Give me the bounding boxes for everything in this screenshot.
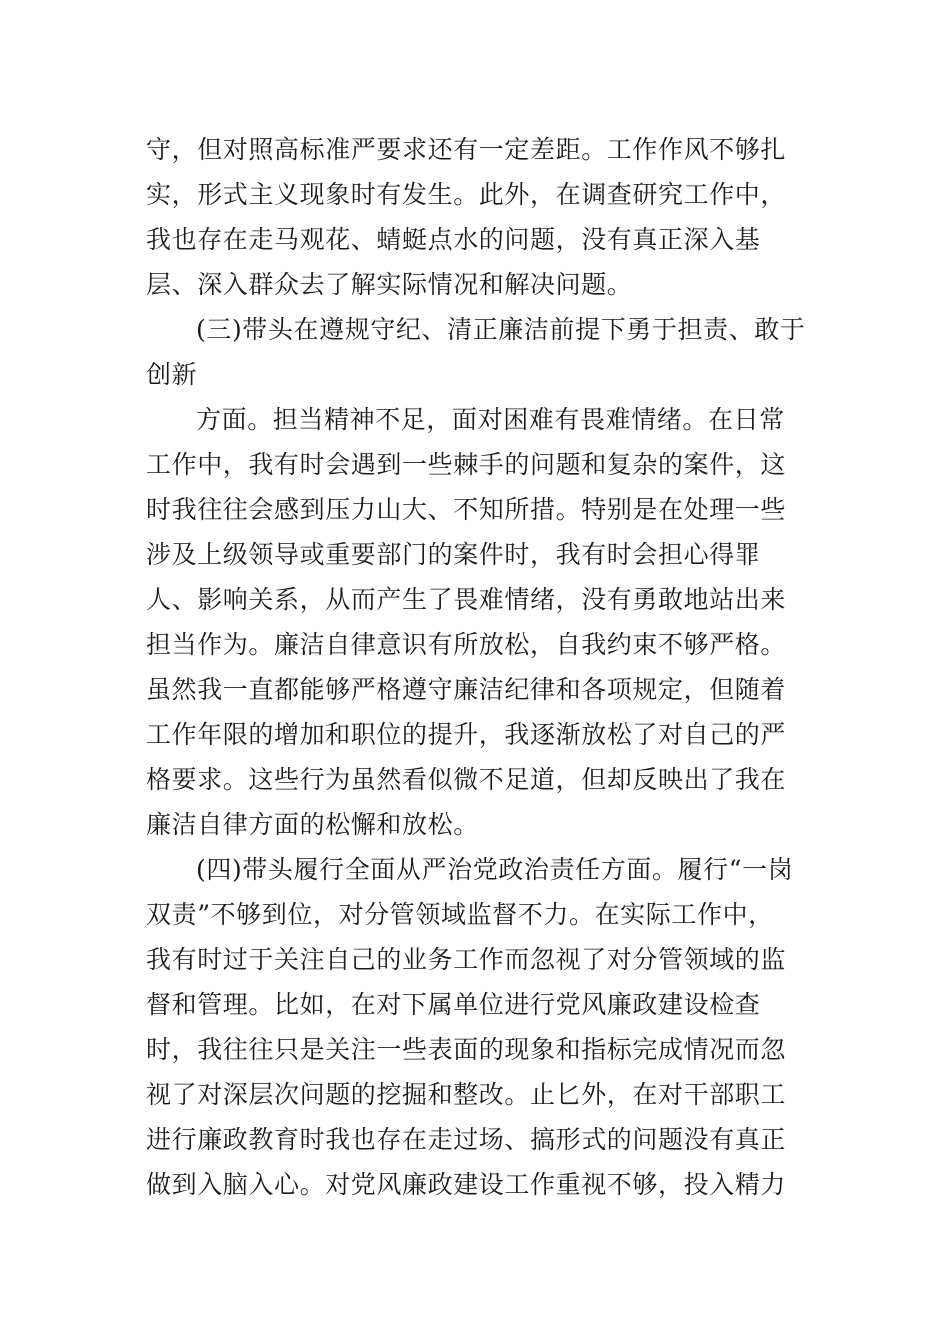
text-line: 工作中，我有时会遇到一些棘手的问题和复杂的案件，这	[146, 450, 787, 479]
text-line: 督和管理。比如，在对下属单位进行党风廉政建设检查	[146, 990, 761, 1019]
text-line: 廉洁自律方面的松懈和放松。	[146, 810, 479, 839]
text-line: 双责”不够到位，对分管领域监督不力。在实际工作中，	[146, 900, 774, 929]
section-heading-3-cont: 创新	[146, 360, 198, 389]
text-line: 实，形式主义现象时有发生。此外，在调查研究工作中，	[146, 180, 787, 209]
text-line: 层、深入群众去了解实际情况和解决问题。	[146, 270, 633, 299]
text-line: 方面。担当精神不足，面对困难有畏难情绪。在日常	[196, 405, 785, 434]
text-line: 人、影响关系，从而产生了畏难情绪，没有勇敢地站出来	[146, 585, 787, 614]
text-line: 担当作为。廉洁自律意识有所放松，自我约束不够严格。	[146, 630, 787, 659]
text-line: 涉及上级领导或重要部门的案件时，我有时会担心得罪	[146, 540, 761, 569]
text-line: 视了对深层次问题的挖掘和整改。止匕外，在对干部职工	[146, 1080, 787, 1109]
text-line: 我也存在走马观花、蜻蜓点水的问题，没有真正深入基	[146, 225, 761, 254]
text-line: 守，但对照高标准严要求还有一定差距。工作作风不够扎	[146, 135, 787, 164]
text-line: 格要求。这些行为虽然看似微不足道，但却反映出了我在	[146, 765, 787, 794]
section-heading-4: (四)带头履行全面从严治党政治责任方面。履行“一岗	[196, 855, 794, 884]
text-line: 做到入脑入心。对党风廉政建设工作重视不够，投入精力	[146, 1170, 787, 1199]
text-line: 时，我往往只是关注一些表面的现象和指标完成情况而忽	[146, 1035, 787, 1064]
text-line: 工作年限的增加和职位的提升，我逐渐放松了对自己的严	[146, 720, 787, 749]
text-line: 我有时过于关注自己的业务工作而忽视了对分管领域的监	[146, 945, 787, 974]
text-line: 进行廉政教育时我也存在走过场、搞形式的问题没有真正	[146, 1125, 787, 1154]
text-line: 虽然我一直都能够严格遵守廉洁纪律和各项规定，但随着	[146, 675, 787, 704]
section-heading-3: (三)带头在遵规守纪、清正廉洁前提下勇于担责、敢于	[196, 315, 806, 344]
text-line: 时我往往会感到压力山大、不知所措。特别是在处理一些	[146, 495, 787, 524]
